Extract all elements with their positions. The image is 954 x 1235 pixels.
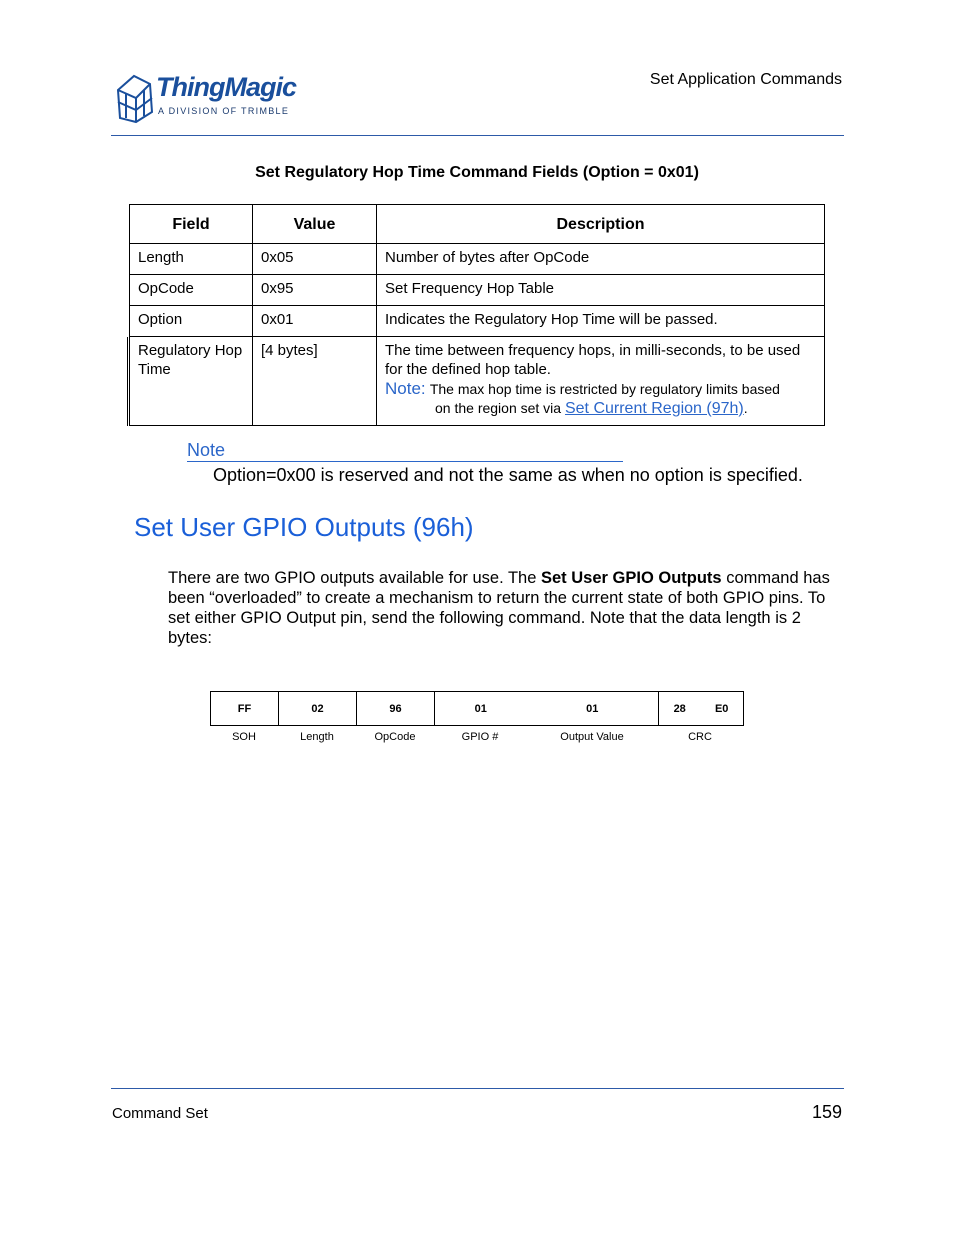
table-row bbox=[130, 275, 825, 306]
set-current-region-link[interactable]: Set Current Region (97h) bbox=[564, 400, 744, 417]
packet-byte-crc-lo: E0 bbox=[714, 702, 729, 715]
cell-field: OpCode bbox=[130, 275, 253, 306]
company-logo bbox=[112, 68, 312, 124]
para-text: There are two GPIO outputs available for use. The bbox=[168, 569, 541, 587]
packet-label: Length bbox=[300, 731, 334, 743]
packet-byte-opcode: 96 bbox=[357, 692, 435, 725]
column-header-field: Field bbox=[130, 205, 253, 244]
table-caption: Set Regulatory Hop Time Command Fields (Option = 0x01) bbox=[255, 164, 699, 181]
table-row bbox=[130, 306, 825, 337]
packet-byte-soh: FF bbox=[211, 692, 279, 725]
section-heading: Set User GPIO Outputs (96h) bbox=[134, 512, 474, 542]
table-row bbox=[130, 337, 825, 426]
cell-description: Set Frequency Hop Table bbox=[377, 275, 825, 306]
packet-label: GPIO # bbox=[461, 731, 499, 743]
cell-description: Indicates the Regulatory Hop Time will be passed. bbox=[377, 306, 825, 337]
cell-field: Length bbox=[130, 244, 253, 275]
packet-byte-crc-hi: 28 bbox=[673, 702, 686, 715]
inline-note-text: The max hop time is restricted by regulatory limits based bbox=[429, 381, 780, 397]
cell-field: Option bbox=[130, 306, 253, 337]
logo-tagline: A DIVISION OF TRIMBLE bbox=[158, 106, 290, 116]
body-paragraph bbox=[168, 568, 836, 648]
cell-value: 0x95 bbox=[253, 275, 377, 306]
inline-note-end: . bbox=[743, 400, 748, 416]
note-rule bbox=[187, 461, 623, 462]
header-rule bbox=[111, 135, 844, 136]
column-header-value: Value bbox=[253, 205, 377, 244]
table-row bbox=[130, 244, 825, 275]
packet-byte-length: 02 bbox=[279, 692, 357, 725]
footer-chapter: Command Set bbox=[112, 1105, 208, 1122]
page-number: 159 bbox=[811, 1102, 842, 1122]
cell-field: Regulatory Hop Time bbox=[130, 337, 253, 426]
cell-value: 0x01 bbox=[253, 306, 377, 337]
cell-description: The time between frequency hops, in milli-seconds, to be used for the defined hop table. bbox=[385, 342, 801, 378]
running-header-title: Set Application Commands bbox=[649, 71, 842, 88]
cell-description-with-note bbox=[377, 337, 825, 426]
logo-mark-icon bbox=[112, 68, 156, 124]
packet-byte-output-value: 01 bbox=[586, 702, 599, 715]
logo-wordmark: ThingMagic bbox=[156, 72, 296, 102]
table-header-row bbox=[130, 205, 825, 244]
note-label: Note bbox=[187, 440, 226, 460]
inline-note-continuation bbox=[385, 399, 816, 418]
packet-label: CRC bbox=[688, 731, 712, 743]
cell-value: 0x05 bbox=[253, 244, 377, 275]
packet-crc-bytes bbox=[659, 692, 743, 725]
inline-note-label: Note: bbox=[385, 379, 426, 398]
packet-labels bbox=[210, 731, 744, 743]
packet-label: Output Value bbox=[560, 731, 624, 743]
note-text: Option=0x00 is reserved and not the same as when no option is specified. bbox=[213, 465, 803, 485]
para-bold-command: Set User GPIO Outputs bbox=[540, 569, 722, 587]
command-packet-diagram bbox=[210, 691, 744, 726]
command-fields-table bbox=[129, 204, 825, 426]
footer-rule bbox=[111, 1088, 844, 1089]
packet-label: SOH bbox=[232, 731, 256, 743]
packet-byte-gpio: 01 bbox=[474, 702, 487, 715]
cell-description: Number of bytes after OpCode bbox=[377, 244, 825, 275]
cell-value: [4 bytes] bbox=[253, 337, 377, 426]
para-text: command has been “overloaded” to create a mechanism to return the current state of both GPIO pins. To set either GPIO Output pin, send the following command. Note that the data length is 2 bytes: bbox=[168, 569, 830, 647]
column-header-description: Description bbox=[377, 205, 825, 244]
packet-label: OpCode bbox=[374, 731, 416, 743]
packet-data-bytes bbox=[435, 692, 659, 725]
inline-note-text-2: on the region set via bbox=[435, 400, 562, 416]
